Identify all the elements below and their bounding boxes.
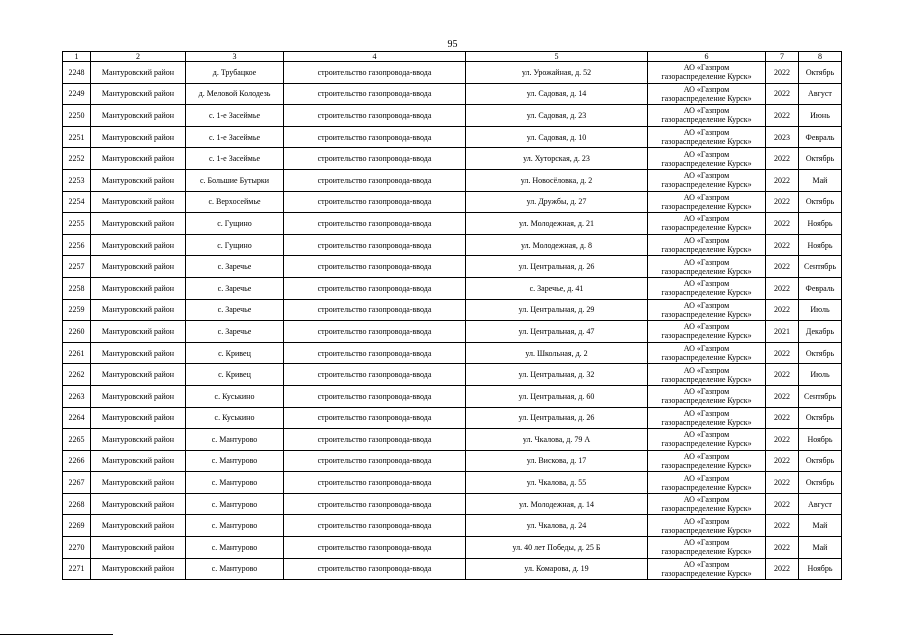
work-type-cell: строительство газопровода-ввода — [284, 83, 466, 105]
address-cell: ул. Вискова, д. 17 — [466, 450, 648, 472]
settlement-cell: с. Гущино — [186, 213, 284, 235]
settlement-cell: с. Верхосеймье — [186, 191, 284, 213]
organization-line-1: АО «Газпром — [683, 192, 730, 202]
month-cell: Октябрь — [799, 62, 842, 84]
table-row — [63, 558, 842, 580]
organization-line-2: газораспределение Курск» — [661, 331, 752, 341]
table-row — [63, 385, 842, 407]
district-cell: Мантуровский район — [91, 342, 186, 364]
month-cell: Ноябрь — [799, 234, 842, 256]
row-number-cell: 2250 — [63, 105, 91, 127]
organization-line-2: газораспределение Курск» — [661, 115, 752, 125]
settlement-cell: с. Мантурово — [186, 493, 284, 515]
organization-line-1: АО «Газпром — [683, 63, 730, 73]
organization-line-2: газораспределение Курск» — [661, 525, 752, 535]
table-row — [63, 256, 842, 278]
organization-cell — [648, 515, 766, 537]
district-cell: Мантуровский район — [91, 299, 186, 321]
address-cell: ул. Садовая, д. 23 — [466, 105, 648, 127]
table-row — [63, 169, 842, 191]
address-cell: ул. Центральная, д. 32 — [466, 364, 648, 386]
table-body — [63, 62, 842, 580]
organization-line-1: АО «Газпром — [683, 171, 730, 181]
row-number-cell: 2249 — [63, 83, 91, 105]
year-cell: 2021 — [766, 321, 799, 343]
work-type-cell: строительство газопровода-ввода — [284, 169, 466, 191]
table-row — [63, 277, 842, 299]
organization-line-2: газораспределение Курск» — [661, 417, 752, 427]
address-cell: ул. Дружбы, д. 27 — [466, 191, 648, 213]
district-cell: Мантуровский район — [91, 364, 186, 386]
address-cell: ул. Чкалова, д. 55 — [466, 472, 648, 494]
settlement-cell: с. Кривец — [186, 342, 284, 364]
year-cell: 2022 — [766, 493, 799, 515]
organization-line-1: АО «Газпром — [683, 236, 730, 246]
year-cell: 2022 — [766, 256, 799, 278]
month-cell: Сентябрь — [799, 385, 842, 407]
organization-line-1: АО «Газпром — [683, 322, 730, 332]
row-number-cell: 2257 — [63, 256, 91, 278]
settlement-cell: с. Мантурово — [186, 558, 284, 580]
month-cell: Май — [799, 169, 842, 191]
row-number-cell: 2264 — [63, 407, 91, 429]
row-number-cell: 2265 — [63, 429, 91, 451]
table-row — [63, 450, 842, 472]
table-row — [63, 407, 842, 429]
work-type-cell: строительство газопровода-ввода — [284, 407, 466, 429]
district-cell: Мантуровский район — [91, 256, 186, 278]
address-cell: ул. Садовая, д. 14 — [466, 83, 648, 105]
district-cell: Мантуровский район — [91, 169, 186, 191]
settlement-cell: с. Заречье — [186, 299, 284, 321]
month-cell: Февраль — [799, 126, 842, 148]
organization-line-1: АО «Газпром — [683, 408, 730, 418]
organization-line-1: АО «Газпром — [683, 516, 730, 526]
settlement-cell: с. Заречье — [186, 321, 284, 343]
table-row — [63, 126, 842, 148]
month-cell: Сентябрь — [799, 256, 842, 278]
work-type-cell: строительство газопровода-ввода — [284, 321, 466, 343]
district-cell: Мантуровский район — [91, 213, 186, 235]
organization-cell — [648, 364, 766, 386]
month-cell: Июль — [799, 299, 842, 321]
month-cell: Май — [799, 515, 842, 537]
organization-line-2: газораспределение Курск» — [661, 460, 752, 470]
address-cell: ул. Молодежная, д. 14 — [466, 493, 648, 515]
year-cell: 2022 — [766, 105, 799, 127]
district-cell: Мантуровский район — [91, 105, 186, 127]
organization-cell — [648, 321, 766, 343]
organization-cell — [648, 83, 766, 105]
district-cell: Мантуровский район — [91, 148, 186, 170]
year-cell: 2022 — [766, 191, 799, 213]
row-number-cell: 2270 — [63, 537, 91, 559]
column-header: 2 — [91, 52, 186, 62]
year-cell: 2022 — [766, 558, 799, 580]
organization-line-1: АО «Газпром — [683, 559, 730, 569]
address-cell: ул. Молодежная, д. 21 — [466, 213, 648, 235]
year-cell: 2022 — [766, 169, 799, 191]
organization-cell — [648, 537, 766, 559]
organization-line-2: газораспределение Курск» — [661, 568, 752, 578]
work-type-cell: строительство газопровода-ввода — [284, 234, 466, 256]
organization-line-1: АО «Газпром — [683, 538, 730, 548]
column-header: 6 — [648, 52, 766, 62]
year-cell: 2022 — [766, 62, 799, 84]
address-cell: ул. 40 лет Победы, д. 25 Б — [466, 537, 648, 559]
column-header: 7 — [766, 52, 799, 62]
table-row — [63, 299, 842, 321]
organization-line-2: газораспределение Курск» — [661, 374, 752, 384]
year-cell: 2022 — [766, 277, 799, 299]
month-cell: Ноябрь — [799, 429, 842, 451]
settlement-cell: с. Куськино — [186, 385, 284, 407]
month-cell: Октябрь — [799, 450, 842, 472]
address-cell: ул. Чкалова, д. 79 А — [466, 429, 648, 451]
year-cell: 2022 — [766, 213, 799, 235]
district-cell: Мантуровский район — [91, 472, 186, 494]
organization-line-2: газораспределение Курск» — [661, 547, 752, 557]
table-row — [63, 537, 842, 559]
row-number-cell: 2255 — [63, 213, 91, 235]
year-cell: 2022 — [766, 472, 799, 494]
table-row — [63, 429, 842, 451]
address-cell: ул. Новосёловка, д. 2 — [466, 169, 648, 191]
organization-cell — [648, 385, 766, 407]
organization-line-2: газораспределение Курск» — [661, 396, 752, 406]
row-number-cell: 2261 — [63, 342, 91, 364]
organization-cell — [648, 213, 766, 235]
month-cell: Октябрь — [799, 407, 842, 429]
organization-line-2: газораспределение Курск» — [661, 223, 752, 233]
organization-line-2: газораспределение Курск» — [661, 72, 752, 82]
organization-line-1: АО «Газпром — [683, 495, 730, 505]
year-cell: 2022 — [766, 429, 799, 451]
settlement-cell: с. Большие Бутырки — [186, 169, 284, 191]
address-cell: ул. Хуторская, д. 23 — [466, 148, 648, 170]
table-row — [63, 364, 842, 386]
district-cell: Мантуровский район — [91, 191, 186, 213]
column-header: 5 — [466, 52, 648, 62]
table-row — [63, 191, 842, 213]
work-type-cell: строительство газопровода-ввода — [284, 191, 466, 213]
year-cell: 2022 — [766, 450, 799, 472]
address-cell: ул. Центральная, д. 60 — [466, 385, 648, 407]
work-type-cell: строительство газопровода-ввода — [284, 277, 466, 299]
table-row — [63, 472, 842, 494]
address-cell: ул. Урожайная, д. 52 — [466, 62, 648, 84]
column-header: 3 — [186, 52, 284, 62]
organization-cell — [648, 472, 766, 494]
district-cell: Мантуровский район — [91, 450, 186, 472]
work-type-cell: строительство газопровода-ввода — [284, 213, 466, 235]
organization-cell — [648, 191, 766, 213]
district-cell: Мантуровский район — [91, 515, 186, 537]
organization-cell — [648, 256, 766, 278]
row-number-cell: 2254 — [63, 191, 91, 213]
year-cell: 2022 — [766, 234, 799, 256]
settlement-cell: д. Трубацкое — [186, 62, 284, 84]
organization-line-1: АО «Газпром — [683, 106, 730, 116]
month-cell: Октябрь — [799, 191, 842, 213]
work-type-cell: строительство газопровода-ввода — [284, 537, 466, 559]
organization-line-1: АО «Газпром — [683, 257, 730, 267]
work-type-cell: строительство газопровода-ввода — [284, 472, 466, 494]
district-cell: Мантуровский район — [91, 537, 186, 559]
organization-line-2: газораспределение Курск» — [661, 482, 752, 492]
row-number-cell: 2263 — [63, 385, 91, 407]
year-cell: 2022 — [766, 364, 799, 386]
settlement-cell: с. Заречье — [186, 256, 284, 278]
organization-line-2: газораспределение Курск» — [661, 353, 752, 363]
year-cell: 2022 — [766, 148, 799, 170]
district-cell: Мантуровский район — [91, 407, 186, 429]
organization-line-1: АО «Газпром — [683, 344, 730, 354]
organization-cell — [648, 105, 766, 127]
organization-cell — [648, 342, 766, 364]
organization-line-2: газораспределение Курск» — [661, 245, 752, 255]
table-row — [63, 515, 842, 537]
organization-cell — [648, 450, 766, 472]
month-cell: Июль — [799, 364, 842, 386]
organization-cell — [648, 169, 766, 191]
row-number-cell: 2267 — [63, 472, 91, 494]
address-cell: ул. Центральная, д. 26 — [466, 256, 648, 278]
year-cell: 2022 — [766, 537, 799, 559]
year-cell: 2022 — [766, 299, 799, 321]
organization-line-1: АО «Газпром — [683, 451, 730, 461]
row-number-cell: 2266 — [63, 450, 91, 472]
row-number-cell: 2269 — [63, 515, 91, 537]
row-number-cell: 2271 — [63, 558, 91, 580]
year-cell: 2022 — [766, 515, 799, 537]
address-cell: с. Заречье, д. 41 — [466, 277, 648, 299]
row-number-cell: 2259 — [63, 299, 91, 321]
organization-line-1: АО «Газпром — [683, 430, 730, 440]
year-cell: 2022 — [766, 342, 799, 364]
row-number-cell: 2258 — [63, 277, 91, 299]
organization-line-1: АО «Газпром — [683, 300, 730, 310]
table-row — [63, 493, 842, 515]
work-type-cell: строительство газопровода-ввода — [284, 429, 466, 451]
work-type-cell: строительство газопровода-ввода — [284, 62, 466, 84]
district-cell: Мантуровский район — [91, 429, 186, 451]
settlement-cell: с. Куськино — [186, 407, 284, 429]
organization-cell — [648, 234, 766, 256]
month-cell: Ноябрь — [799, 558, 842, 580]
organization-line-2: газораспределение Курск» — [661, 93, 752, 103]
organization-line-1: АО «Газпром — [683, 473, 730, 483]
district-cell: Мантуровский район — [91, 126, 186, 148]
district-cell: Мантуровский район — [91, 83, 186, 105]
organization-line-2: газораспределение Курск» — [661, 137, 752, 147]
table-row — [63, 213, 842, 235]
settlement-cell: с. Мантурово — [186, 450, 284, 472]
table-row — [63, 83, 842, 105]
year-cell: 2022 — [766, 407, 799, 429]
address-cell: ул. Садовая, д. 10 — [466, 126, 648, 148]
work-type-cell: строительство газопровода-ввода — [284, 558, 466, 580]
month-cell: Август — [799, 83, 842, 105]
column-header: 1 — [63, 52, 91, 62]
work-type-cell: строительство газопровода-ввода — [284, 256, 466, 278]
year-cell: 2023 — [766, 126, 799, 148]
address-cell: ул. Чкалова, д. 24 — [466, 515, 648, 537]
work-type-cell: строительство газопровода-ввода — [284, 148, 466, 170]
row-number-cell: 2248 — [63, 62, 91, 84]
column-header: 4 — [284, 52, 466, 62]
organization-cell — [648, 558, 766, 580]
month-cell: Декабрь — [799, 321, 842, 343]
settlement-cell: с. Гущино — [186, 234, 284, 256]
organization-line-1: АО «Газпром — [683, 214, 730, 224]
settlement-cell: с. 1-е Засеймье — [186, 148, 284, 170]
month-cell: Ноябрь — [799, 213, 842, 235]
organization-line-2: газораспределение Курск» — [661, 180, 752, 190]
month-cell: Август — [799, 493, 842, 515]
work-type-cell: строительство газопровода-ввода — [284, 450, 466, 472]
work-type-cell: строительство газопровода-ввода — [284, 126, 466, 148]
organization-line-1: АО «Газпром — [683, 149, 730, 159]
year-cell: 2022 — [766, 83, 799, 105]
work-type-cell: строительство газопровода-ввода — [284, 493, 466, 515]
organization-line-1: АО «Газпром — [683, 365, 730, 375]
organization-cell — [648, 62, 766, 84]
column-number-row — [63, 52, 842, 62]
organization-cell — [648, 148, 766, 170]
organization-line-2: газораспределение Курск» — [661, 288, 752, 298]
row-number-cell: 2256 — [63, 234, 91, 256]
district-cell: Мантуровский район — [91, 493, 186, 515]
address-cell: ул. Центральная, д. 29 — [466, 299, 648, 321]
address-cell: ул. Школьная, д. 2 — [466, 342, 648, 364]
page-number: 95 — [447, 39, 458, 50]
settlement-cell: с. Мантурово — [186, 429, 284, 451]
month-cell: Октябрь — [799, 342, 842, 364]
settlement-cell: с. Мантурово — [186, 537, 284, 559]
month-cell: Июнь — [799, 105, 842, 127]
work-type-cell: строительство газопровода-ввода — [284, 342, 466, 364]
row-number-cell: 2251 — [63, 126, 91, 148]
work-type-cell: строительство газопровода-ввода — [284, 515, 466, 537]
district-cell: Мантуровский район — [91, 321, 186, 343]
table-row — [63, 62, 842, 84]
district-cell: Мантуровский район — [91, 277, 186, 299]
address-cell: ул. Комарова, д. 19 — [466, 558, 648, 580]
organization-cell — [648, 429, 766, 451]
month-cell: Февраль — [799, 277, 842, 299]
organization-line-2: газораспределение Курск» — [661, 201, 752, 211]
organization-line-1: АО «Газпром — [683, 128, 730, 138]
organization-cell — [648, 493, 766, 515]
table-row — [63, 234, 842, 256]
settlement-cell: с. Мантурово — [186, 472, 284, 494]
work-type-cell: строительство газопровода-ввода — [284, 364, 466, 386]
month-cell: Май — [799, 537, 842, 559]
district-cell: Мантуровский район — [91, 558, 186, 580]
settlement-cell: с. Кривец — [186, 364, 284, 386]
address-cell: ул. Центральная, д. 47 — [466, 321, 648, 343]
settlement-cell: с. Заречье — [186, 277, 284, 299]
organization-line-1: АО «Газпром — [683, 387, 730, 397]
organization-cell — [648, 126, 766, 148]
month-cell: Октябрь — [799, 148, 842, 170]
address-cell: ул. Молодежная, д. 8 — [466, 234, 648, 256]
organization-line-2: газораспределение Курск» — [661, 266, 752, 276]
district-cell: Мантуровский район — [91, 234, 186, 256]
footer-divider — [0, 634, 113, 635]
organization-cell — [648, 407, 766, 429]
organization-line-2: газораспределение Курск» — [661, 158, 752, 168]
gas-pipeline-table — [62, 51, 842, 580]
address-cell: ул. Центральная, д. 26 — [466, 407, 648, 429]
organization-line-1: АО «Газпром — [683, 84, 730, 94]
organization-line-2: газораспределение Курск» — [661, 504, 752, 514]
work-type-cell: строительство газопровода-ввода — [284, 105, 466, 127]
table-row — [63, 105, 842, 127]
organization-line-2: газораспределение Курск» — [661, 439, 752, 449]
row-number-cell: 2252 — [63, 148, 91, 170]
table-row — [63, 342, 842, 364]
row-number-cell: 2262 — [63, 364, 91, 386]
work-type-cell: строительство газопровода-ввода — [284, 299, 466, 321]
row-number-cell: 2268 — [63, 493, 91, 515]
year-cell: 2022 — [766, 385, 799, 407]
column-header: 8 — [799, 52, 842, 62]
settlement-cell: с. Мантурово — [186, 515, 284, 537]
table-row — [63, 148, 842, 170]
month-cell: Октябрь — [799, 472, 842, 494]
row-number-cell: 2253 — [63, 169, 91, 191]
district-cell: Мантуровский район — [91, 62, 186, 84]
settlement-cell: с. 1-е Засеймье — [186, 105, 284, 127]
organization-line-1: АО «Газпром — [683, 279, 730, 289]
district-cell: Мантуровский район — [91, 385, 186, 407]
work-type-cell: строительство газопровода-ввода — [284, 385, 466, 407]
settlement-cell: с. 1-е Засеймье — [186, 126, 284, 148]
row-number-cell: 2260 — [63, 321, 91, 343]
table-row — [63, 321, 842, 343]
organization-cell — [648, 299, 766, 321]
settlement-cell: д. Меловой Колодезь — [186, 83, 284, 105]
organization-cell — [648, 277, 766, 299]
organization-line-2: газораспределение Курск» — [661, 309, 752, 319]
